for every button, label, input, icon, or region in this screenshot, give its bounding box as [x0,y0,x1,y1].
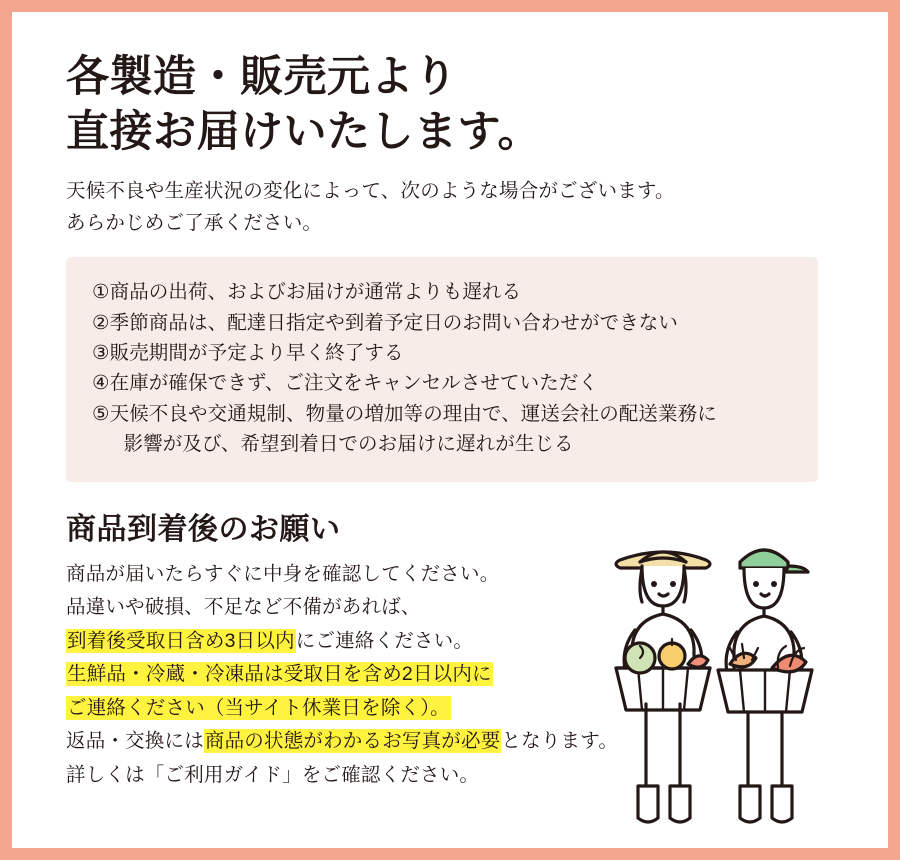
request-line-4 [66,658,844,692]
lead-line-1: 天候不良や生産状況の変化によって、次のような場合がございます。 [66,180,675,203]
notice-item-text-main: 在庫が確保できず、ご注文をキャンセルさせていただく [109,372,599,395]
notice-item [92,399,792,460]
notice-item-number: ④ [92,372,110,395]
notice-item-text [110,338,792,368]
notice-item [92,277,792,307]
notice-item-text-main: 天候不良や交通規制、物量の増加等の理由で、運送会社の配送業務に [109,402,717,425]
request-line-7: 詳しくは「ご利用ガイド」をご確認ください。 [66,763,480,786]
highlight-photo-required: 商品の状態がわかるお写真が必要 [204,730,501,753]
request-line-6-post: となります。 [501,730,619,753]
notice-box [66,257,818,481]
notice-item-text-main: 季節商品は、配達日指定や到着予定日のお問い合わせができない [109,311,678,334]
request-line-1: 商品が届いたらすぐに中身を確認してください。 [66,562,500,585]
notice-item-number: ③ [92,342,110,365]
notice-item-text [110,368,792,398]
request-line-3-rest: にご連絡ください。 [295,629,474,652]
request-line-2: 品違いや破損、不足など不備があれば、 [66,596,421,619]
request-line-6-pre: 返品・交換には [66,730,204,753]
notice-item-number: ② [92,311,110,334]
highlight-3-days: 到着後受取日含め3日以内 [67,629,295,652]
request-body [66,558,844,793]
flyer-content [12,12,888,848]
notice-item [92,338,792,368]
lead-paragraph [66,176,844,239]
notice-item-text-main: 販売期間が予定より早く終了する [109,342,404,365]
highlight-contact-us: ご連絡ください（当サイト休業日を除く）。 [67,696,450,719]
highlight-fresh-2-days: 生鮮品・冷蔵・冷凍品は受取日を含め2日以内に [67,663,492,686]
page-title-line-1: 各製造・販売元より [66,53,458,101]
request-line-5 [66,692,844,726]
notice-item-number: ⑤ [92,402,110,425]
request-line-3 [66,625,844,659]
page-title [66,50,844,160]
section-title-after-arrival: 商品到着後のお願い [66,512,341,546]
notice-item-text-main: 商品の出荷、およびお届けが通常よりも遅れる [109,281,522,304]
notice-item-text-cont: 影響が及び、希望到着日でのお届けに遅れが生じる [123,433,574,456]
lead-line-2: あらかじめご了承ください。 [66,211,323,234]
notice-item-text [110,308,792,338]
request-line-6 [66,725,844,759]
notice-item [92,308,792,338]
notice-item-text [110,399,792,460]
page-title-line-2: 直接お届けいたします。 [66,108,542,157]
notice-item-number: ① [92,281,110,304]
notice-item [92,368,792,398]
notice-item-text [110,277,792,307]
